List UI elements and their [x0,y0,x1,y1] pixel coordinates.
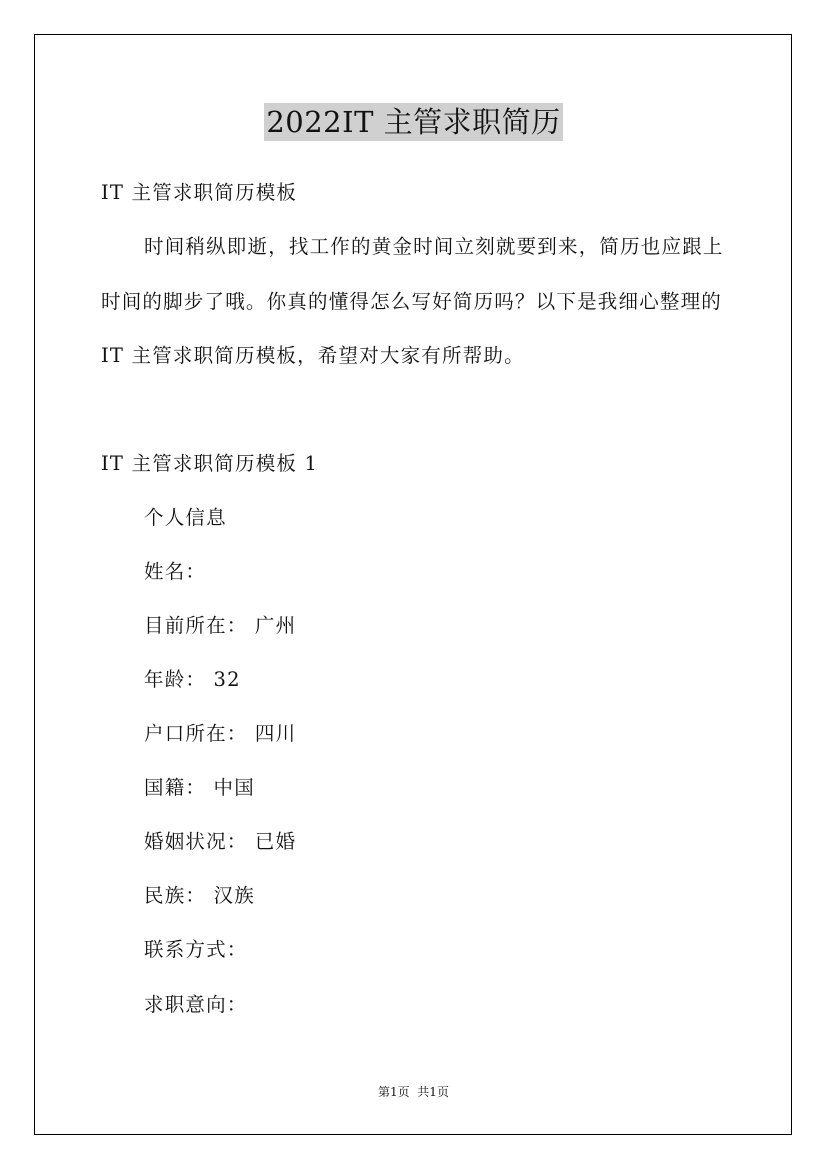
document-title: 2022IT 主管求职简历 [266,105,561,139]
title-container [0,103,827,141]
field-marital-status: 婚姻状况： 已婚 [144,830,297,853]
field-nationality: 国籍： 中国 [144,776,255,799]
personal-info-heading: 个人信息 [144,506,227,529]
intro-line-2: 时间的脚步了哦。你真的懂得怎么写好简历吗？以下是我细心整理的 [101,290,723,313]
field-contact: 联系方式： [144,938,248,961]
field-ethnicity: 民族： 汉族 [144,884,255,907]
page-footer: 第1页 共1页 [378,1085,449,1099]
document-subtitle: IT 主管求职简历模板 [101,181,298,204]
intro-line-3: IT 主管求职简历模板，希望对大家有所帮助。 [101,344,525,367]
field-location: 目前所在： 广州 [144,614,297,637]
field-name: 姓名： [144,560,207,583]
intro-line-1: 时间稍纵即逝，找工作的黄金时间立刻就要到来，简历也应跟上 [144,235,724,258]
section-heading: IT 主管求职简历模板 1 [101,452,319,475]
field-hukou: 户口所在： 四川 [144,722,297,745]
field-job-intention: 求职意向： [144,993,248,1016]
field-age: 年龄： 32 [144,668,241,691]
